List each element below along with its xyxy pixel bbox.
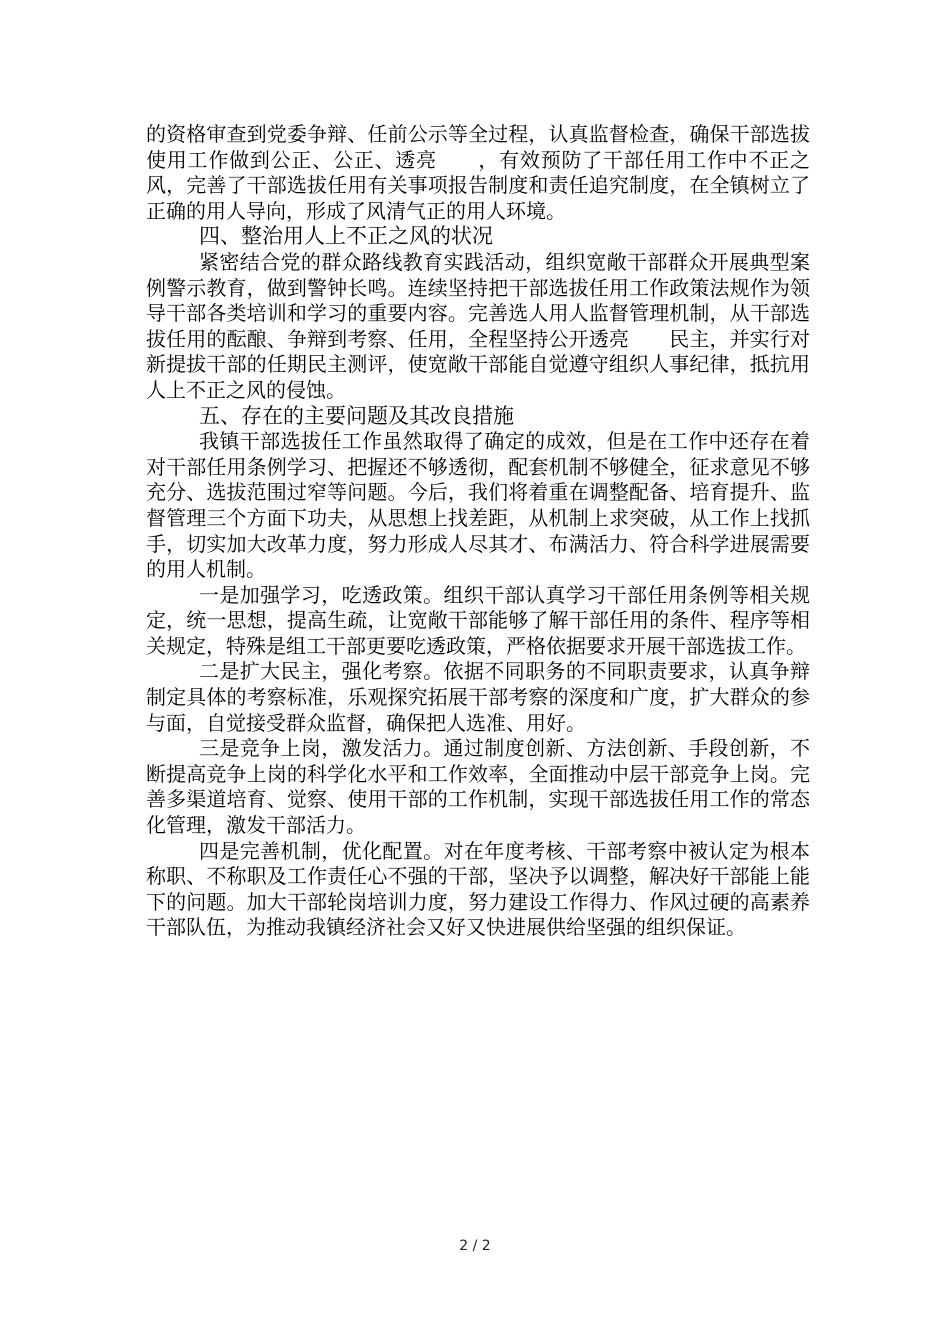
document-body <box>146 122 810 941</box>
paragraph-continuation: 的资格审查到党委争辩、任前公示等全过程，认真监督检查，确保干部选拔使用工作做到公正、公正、透亮 ，有效预防了干部任用工作中不正之风，完善了干部选拔任用有关事项报告制度和责任追究制度，在全镇树立了正确的用人导向，形成了风清气正的用人环境。 <box>146 122 810 223</box>
paragraph-measure-3: 三是竞争上岗，激发活力。通过制度创新、方法创新、手段创新，不断提高竞争上岗的科学化水平和工作效率，全面推动中层干部竞争上岗。完善多渠道培育、觉察、使用干部的工作机制，实现干部选拔任用工作的常态化管理，激发干部活力。 <box>146 736 810 838</box>
section-heading-4: 四、整治用人上不正之风的状况 <box>199 224 493 249</box>
paragraph-measure-1: 一是加强学习，吃透政策。组织干部认真学习干部任用条例等相关规定，统一思想，提高生疏，让宽敞干部能够了解干部任用的条件、程序等相关规定，特殊是组工干部更要吃透政策，严格依据要求开展干部选拔工作。 <box>146 582 810 658</box>
section-heading-5: 五、存在的主要问题及其改良措施 <box>199 403 514 428</box>
paragraph-measure-2: 二是扩大民主，强化考察。依据不同职务的不同职责要求，认真争辩制定具体的考察标准，乐观探究拓展干部考察的深度和广度，扩大群众的参与面，自觉接受群众监督，确保把人选准、用好。 <box>146 659 810 735</box>
paragraph-section-4: 紧密结合党的群众路线教育实践活动，组织宽敞干部群众开展典型案例警示教育，做到警钟长鸣。连续坚持把干部选拔任用工作政策法规作为领导干部各类培训和学习的重要内容。完善选人用人监督管理机制，从干部选拔任用的酝酿、争辩到考察、任用，全程坚持公开透亮 民主，并实行对新提拔干部的任期民主测评，使宽敞干部能自觉遵守组织人事纪律，抵抗用人上不正之风的侵蚀。 <box>146 249 810 402</box>
page-number: 2 / 2 <box>459 1238 491 1254</box>
paragraph-section-5-intro: 我镇干部选拔任工作虽然取得了确定的成效，但是在工作中还存在着对干部任用条例学习、把握还不够透彻，配套机制不够健全，征求意见不够充分、选拔范围过窄等问题。今后，我们将着重在调整配备、培育提升、监督管理三个方面下功夫，从思想上找差距，从机制上求突破，从工作上找抓手，切实加大改革力度，努力形成人尽其才、布满活力、符合科学进展需要的用人机制。 <box>146 429 810 582</box>
paragraph-measure-4: 四是完善机制，优化配置。对在年度考核、干部考察中被认定为根本称职、不称职及工作责任心不强的干部，坚决予以调整，解决好干部能上能下的问题。加大干部轮岗培训力度，努力建设工作得力、作风过硬的高素养干部队伍，为推动我镇经济社会又好又快进展供给坚强的组织保证。 <box>146 838 810 940</box>
